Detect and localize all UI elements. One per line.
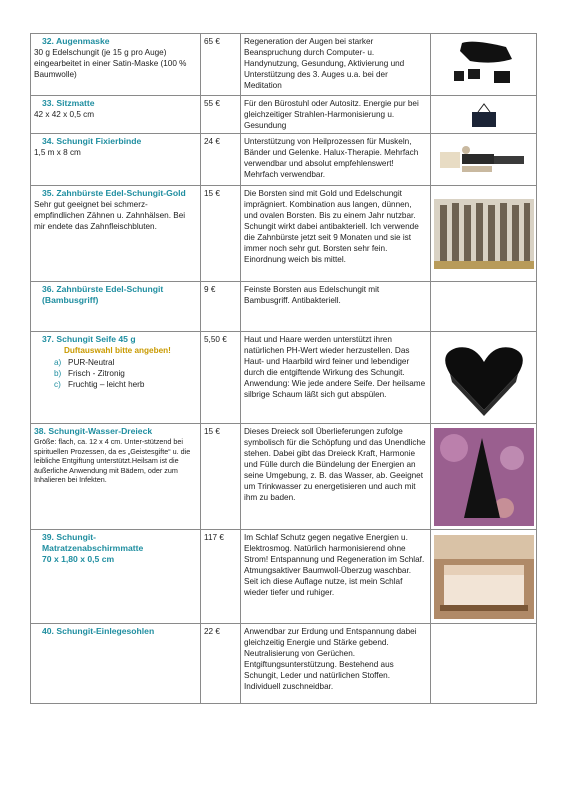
product-title: 38. Schungit-Wasser-Dreieck xyxy=(34,426,153,436)
table-row xyxy=(31,282,537,332)
product-info-cell xyxy=(31,624,201,704)
scent-hint: Duftauswahl bitte angeben! xyxy=(64,346,171,355)
product-title: 39. Schungit-Matratzenabschirmmatte xyxy=(42,532,144,553)
image-cell xyxy=(431,186,537,282)
product-title: 34. Schungit Fixierbinde xyxy=(42,136,142,146)
bed-photo xyxy=(434,535,534,619)
scent-options xyxy=(34,357,197,390)
image-cell xyxy=(431,332,537,424)
table-row xyxy=(31,624,537,704)
product-title: 37. Schungit Seife 45 g xyxy=(42,334,136,344)
price-cell: 24 € xyxy=(201,134,241,186)
seat-mat-photo xyxy=(464,102,504,128)
table-row xyxy=(31,530,537,624)
description-cell: Regeneration der Augen bei starker Beanspruchung durch Computer- u. Handynutzung, Gesundung, Aktivierung und Unterstützung des 3. Auges u.a. bei der Meditation xyxy=(241,34,431,96)
price-cell: 22 € xyxy=(201,624,241,704)
product-info-cell xyxy=(31,332,201,424)
product-info-cell xyxy=(31,96,201,134)
triangle-photo xyxy=(434,428,534,526)
description-cell: Anwendbar zur Erdung und Entspannung dabei gleichzeitig Energie und Stärke gebend. Neutralisierung von Gerüchen. Entgiftungsunterstützung. Bestehend aus Schungit, Leder und natürlichen Stoffen. Individuell zuschneidbar. xyxy=(241,624,431,704)
price-cell: 55 € xyxy=(201,96,241,134)
table-row xyxy=(31,134,537,186)
price-cell: 5,50 € xyxy=(201,332,241,424)
image-cell xyxy=(431,282,537,332)
description-cell: Unterstützung von Heilprozessen für Muskeln, Bänder und Gelenke. Halux-Therapie. Mehrfach verwendbar und absolut empfehlenswert! Mehrfach verwendbar. xyxy=(241,134,431,186)
table-row xyxy=(31,96,537,134)
product-info-cell xyxy=(31,186,201,282)
bandage-photo xyxy=(436,140,532,180)
table-row xyxy=(31,186,537,282)
scent-label: Fruchtig – leicht herb xyxy=(68,380,145,389)
table-row xyxy=(31,34,537,96)
description-cell: Feinste Borsten aus Edelschungit mit Bambusgriff. Antibakteriell. xyxy=(241,282,431,332)
price-cell: 15 € xyxy=(201,424,241,530)
description-cell: Für den Bürostuhl oder Autositz. Energie pur bei gleichzeitiger Strahlen-Harmonisierung u. Gesundung xyxy=(241,96,431,134)
list-item xyxy=(54,368,197,379)
product-info-cell xyxy=(31,424,201,530)
price-cell: 15 € xyxy=(201,186,241,282)
price-cell: 117 € xyxy=(201,530,241,624)
list-marker: b) xyxy=(54,369,62,378)
toothbrush-bristles-photo xyxy=(434,199,534,269)
eye-mask-photo xyxy=(434,37,534,93)
scent-label: PUR-Neutral xyxy=(68,358,115,367)
list-marker: a) xyxy=(54,358,62,367)
scent-label: Frisch - Zitronig xyxy=(68,369,125,378)
product-info-cell xyxy=(31,134,201,186)
list-item xyxy=(54,379,197,390)
image-cell xyxy=(431,96,537,134)
product-details: 30 g Edelschungit (je 15 g pro Auge) eingearbeitet in einer Satin-Maske (100 % Baumwolle) xyxy=(34,48,187,79)
image-cell xyxy=(431,34,537,96)
list-item xyxy=(54,357,197,368)
product-details: Sehr gut geeignet bei schmerz-empfindlichen Zähnen u. Zahnhälsen. Bei mir endete das Zahnfleischbluten. xyxy=(34,200,186,231)
list-marker: c) xyxy=(54,380,61,389)
product-details: Größe: flach, ca. 12 x 4 cm. Unter-stützend bei spirituellen Prozessen, da es „Geistesgifte“ u. die leibliche Entgiftung unterstützt.Heilsam ist die äußerliche Anwendung mit Bädern, oder zum Inhalieren bei Infekten. xyxy=(34,437,191,485)
product-details: 70 x 1,80 x 0,5 cm xyxy=(42,554,115,564)
price-cell: 65 € xyxy=(201,34,241,96)
product-title: 40. Schungit-Einlegesohlen xyxy=(42,626,155,636)
image-cell xyxy=(431,134,537,186)
product-title: 35. Zahnbürste Edel-Schungit-Gold xyxy=(42,188,186,198)
product-title: 36. Zahnbürste Edel-Schungit (Bambusgriff) xyxy=(42,284,164,305)
table-row xyxy=(31,332,537,424)
image-cell xyxy=(431,624,537,704)
product-info-cell xyxy=(31,530,201,624)
heart-soap-photo xyxy=(434,338,534,418)
description-cell: Haut und Haare werden unterstützt ihren natürlichen PH-Wert wieder herzustellen. Das Haut- und Haarbild wird feiner und lebendiger durch die entgiftende Wirkung des Schungit. Anwendung: Wie jede andere Seife. Der heilsame silbrige Schaum läßt sich gut abspülen. xyxy=(241,332,431,424)
price-cell: 9 € xyxy=(201,282,241,332)
description-cell: Dieses Dreieck soll Überlieferungen zufolge symbolisch für die Schöpfung und das Unendliche stehen. Dabei gibt das Dreieck Kraft, Harmonie und Fülle durch die Bündelung der Energien an seine Umgebung, z. B. das Wasser, ab. Geeignet um Trinkwasser zu energetisieren und auch mit ihm zu baden. xyxy=(241,424,431,530)
product-title: 33. Sitzmatte xyxy=(42,98,95,108)
description-cell: Im Schlaf Schutz gegen negative Energien u. Elektrosmog. Natürlich harmonisierend ohne Strom! Entspannung und Regeneration im Schlaf. Atmungsaktiver Baumwoll-Überzug waschbar. Seit ich diese Auflage nutze, ist mein Schlaf wieder tiefer und ruhiger. xyxy=(241,530,431,624)
description-cell: Die Borsten sind mit Gold und Edelschungit imprägniert. Kombination aus langen, dünnen, und ovalen Borsten. Bis zu einem Jahr nutzbar. Schungit wirkt dabei antibakteriell. Ich verwende die Zahnbürste jetzt seit 9 Monaten und sie ist immer noch sehr gut. Borsten sehr fein. Einordnung weich bis mittel. xyxy=(241,186,431,282)
product-table xyxy=(30,33,537,704)
table-row xyxy=(31,424,537,530)
product-details: 42 x 42 x 0,5 cm xyxy=(34,110,95,119)
product-details: 1,5 m x 8 cm xyxy=(34,148,81,157)
image-cell xyxy=(431,424,537,530)
image-cell xyxy=(431,530,537,624)
product-info-cell xyxy=(31,282,201,332)
product-title: 32. Augenmaske xyxy=(42,36,110,46)
product-info-cell xyxy=(31,34,201,96)
